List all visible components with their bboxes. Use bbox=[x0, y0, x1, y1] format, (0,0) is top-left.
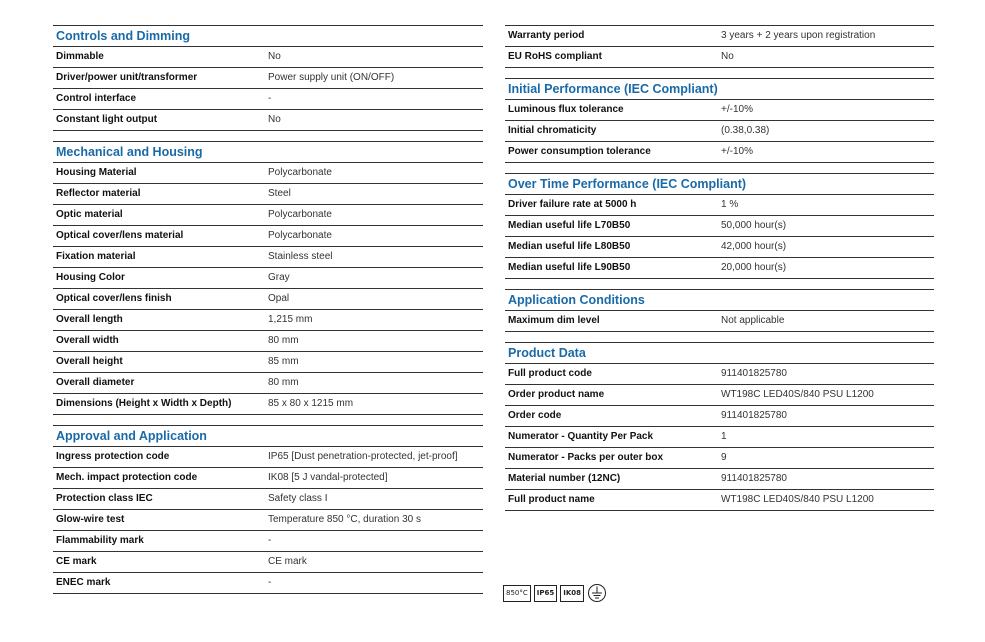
spec-label: Dimensions (Height x Width x Depth) bbox=[56, 398, 232, 409]
spec-value: 1 bbox=[721, 431, 727, 442]
spec-value: Steel bbox=[268, 188, 291, 199]
spec-label: Maximum dim level bbox=[508, 315, 600, 326]
spec-value: 9 bbox=[721, 452, 727, 463]
section-initial-performance-iec-compliant bbox=[505, 78, 934, 163]
spec-value: 911401825780 bbox=[721, 368, 787, 379]
section-general bbox=[505, 25, 934, 68]
spec-row bbox=[505, 121, 934, 142]
spec-label: Full product code bbox=[508, 368, 592, 379]
spec-row bbox=[53, 531, 483, 552]
section-title: Application Conditions bbox=[505, 289, 934, 311]
spec-label: ENEC mark bbox=[56, 577, 111, 588]
spec-value: 3 years + 2 years upon registration bbox=[721, 30, 876, 41]
spec-row bbox=[505, 406, 934, 427]
section-title: Mechanical and Housing bbox=[53, 141, 483, 163]
spec-label: Numerator - Quantity Per Pack bbox=[508, 431, 654, 442]
spec-label: CE mark bbox=[56, 556, 97, 567]
spec-label: Median useful life L80B50 bbox=[508, 241, 631, 252]
spec-row bbox=[505, 47, 934, 68]
spec-row bbox=[505, 448, 934, 469]
section-title: Initial Performance (IEC Compliant) bbox=[505, 78, 934, 100]
spec-value: Gray bbox=[268, 272, 290, 283]
spec-value: WT198C LED40S/840 PSU L1200 bbox=[721, 389, 874, 400]
spec-label: Full product name bbox=[508, 494, 595, 505]
spec-label: Optic material bbox=[56, 209, 123, 220]
spec-label: Median useful life L90B50 bbox=[508, 262, 631, 273]
spec-row bbox=[53, 394, 483, 415]
spec-value: IP65 [Dust penetration-protected, jet-proof] bbox=[268, 451, 458, 462]
spec-label: Median useful life L70B50 bbox=[508, 220, 631, 231]
spec-label: Optical cover/lens finish bbox=[56, 293, 172, 304]
spec-label: Flammability mark bbox=[56, 535, 144, 546]
spec-label: Fixation material bbox=[56, 251, 136, 262]
spec-value: 85 x 80 x 1215 mm bbox=[268, 398, 354, 409]
spec-row bbox=[53, 226, 483, 247]
spec-row bbox=[505, 195, 934, 216]
section-title: Approval and Application bbox=[53, 425, 483, 447]
spec-value: Opal bbox=[268, 293, 290, 304]
spec-value: Not applicable bbox=[721, 315, 785, 326]
spec-label: Housing Color bbox=[56, 272, 125, 283]
spec-label: Glow-wire test bbox=[56, 514, 125, 525]
spec-value: Polycarbonate bbox=[268, 167, 332, 178]
glow-wire-icon: 850°C bbox=[503, 585, 531, 602]
spec-row bbox=[53, 110, 483, 131]
spec-row bbox=[53, 489, 483, 510]
spec-row bbox=[505, 311, 934, 332]
protective-earth-icon bbox=[587, 583, 607, 603]
spec-row bbox=[505, 490, 934, 511]
spec-value: WT198C LED40S/840 PSU L1200 bbox=[721, 494, 874, 505]
spec-value: +/-10% bbox=[721, 146, 753, 157]
certification-icons bbox=[503, 583, 607, 603]
spec-label: Initial chromaticity bbox=[508, 125, 597, 136]
spec-row bbox=[53, 289, 483, 310]
spec-value: (0.38,0.38) bbox=[721, 125, 770, 136]
spec-row bbox=[53, 510, 483, 531]
spec-row bbox=[505, 258, 934, 279]
right-spec-column bbox=[505, 25, 934, 521]
spec-row bbox=[53, 352, 483, 373]
spec-value: - bbox=[268, 93, 272, 104]
spec-value: No bbox=[721, 51, 734, 62]
spec-label: Mech. impact protection code bbox=[56, 472, 198, 483]
spec-row bbox=[505, 385, 934, 406]
spec-row bbox=[53, 552, 483, 573]
spec-label: Optical cover/lens material bbox=[56, 230, 184, 241]
spec-row bbox=[53, 331, 483, 352]
spec-value: 80 mm bbox=[268, 335, 299, 346]
section-over-time-performance-iec-compliant bbox=[505, 173, 934, 279]
spec-value: IK08 [5 J vandal-protected] bbox=[268, 472, 388, 483]
spec-label: EU RoHS compliant bbox=[508, 51, 602, 62]
spec-value: 42,000 hour(s) bbox=[721, 241, 787, 252]
spec-row bbox=[53, 47, 483, 68]
spec-row bbox=[505, 100, 934, 121]
spec-label: Material number (12NC) bbox=[508, 473, 621, 484]
spec-row bbox=[53, 68, 483, 89]
spec-row bbox=[53, 447, 483, 468]
spec-row bbox=[53, 163, 483, 184]
spec-row bbox=[505, 364, 934, 385]
spec-value: 911401825780 bbox=[721, 473, 787, 484]
spec-label: Driver/power unit/transformer bbox=[56, 72, 198, 83]
spec-value: Polycarbonate bbox=[268, 230, 332, 241]
spec-value: 1,215 mm bbox=[268, 314, 313, 325]
spec-value: CE mark bbox=[268, 556, 307, 567]
left-spec-column bbox=[53, 25, 483, 604]
spec-value: 20,000 hour(s) bbox=[721, 262, 787, 273]
spec-label: Warranty period bbox=[508, 30, 585, 41]
spec-value: Safety class I bbox=[268, 493, 328, 504]
spec-row bbox=[53, 205, 483, 226]
spec-row bbox=[53, 89, 483, 110]
spec-label: Numerator - Packs per outer box bbox=[508, 452, 664, 463]
spec-label: Order code bbox=[508, 410, 562, 421]
spec-label: Driver failure rate at 5000 h bbox=[508, 199, 637, 210]
spec-label: Order product name bbox=[508, 389, 605, 400]
spec-label: Reflector material bbox=[56, 188, 141, 199]
ik-rating-icon: IK08 bbox=[560, 585, 584, 602]
spec-value: 911401825780 bbox=[721, 410, 787, 421]
spec-row bbox=[505, 427, 934, 448]
spec-label: Overall height bbox=[56, 356, 123, 367]
spec-row bbox=[53, 247, 483, 268]
spec-value: Polycarbonate bbox=[268, 209, 332, 220]
section-approval-and-application bbox=[53, 425, 483, 594]
section-controls-and-dimming bbox=[53, 25, 483, 131]
spec-value: +/-10% bbox=[721, 104, 753, 115]
spec-label: Power consumption tolerance bbox=[508, 146, 651, 157]
spec-label: Control interface bbox=[56, 93, 137, 104]
spec-value: No bbox=[268, 114, 281, 125]
spec-label: Constant light output bbox=[56, 114, 158, 125]
spec-value: 50,000 hour(s) bbox=[721, 220, 787, 231]
section-product-data bbox=[505, 342, 934, 511]
spec-label: Luminous flux tolerance bbox=[508, 104, 624, 115]
spec-row bbox=[53, 468, 483, 489]
spec-label: Ingress protection code bbox=[56, 451, 170, 462]
spec-row bbox=[53, 268, 483, 289]
spec-value: 1 % bbox=[721, 199, 739, 210]
section-title: Product Data bbox=[505, 342, 934, 364]
spec-row bbox=[53, 373, 483, 394]
spec-row bbox=[53, 573, 483, 594]
spec-value: - bbox=[268, 535, 272, 546]
spec-value: 85 mm bbox=[268, 356, 299, 367]
spec-label: Overall width bbox=[56, 335, 119, 346]
spec-value: Temperature 850 °C, duration 30 s bbox=[268, 514, 421, 525]
section-mechanical-and-housing bbox=[53, 141, 483, 415]
spec-value: Stainless steel bbox=[268, 251, 333, 262]
spec-label: Overall length bbox=[56, 314, 123, 325]
spec-row bbox=[505, 26, 934, 47]
section-application-conditions bbox=[505, 289, 934, 332]
spec-row bbox=[505, 469, 934, 490]
spec-row bbox=[505, 237, 934, 258]
spec-row bbox=[53, 310, 483, 331]
spec-value: - bbox=[268, 577, 272, 588]
spec-label: Housing Material bbox=[56, 167, 137, 178]
section-title: Over Time Performance (IEC Compliant) bbox=[505, 173, 934, 195]
spec-row bbox=[53, 184, 483, 205]
spec-value: Power supply unit (ON/OFF) bbox=[268, 72, 395, 83]
spec-label: Overall diameter bbox=[56, 377, 135, 388]
ip-rating-icon: IP65 bbox=[534, 585, 557, 602]
spec-row bbox=[505, 142, 934, 163]
spec-label: Dimmable bbox=[56, 51, 104, 62]
spec-value: No bbox=[268, 51, 281, 62]
section-title: Controls and Dimming bbox=[53, 25, 483, 47]
spec-row bbox=[505, 216, 934, 237]
spec-value: 80 mm bbox=[268, 377, 299, 388]
spec-label: Protection class IEC bbox=[56, 493, 153, 504]
